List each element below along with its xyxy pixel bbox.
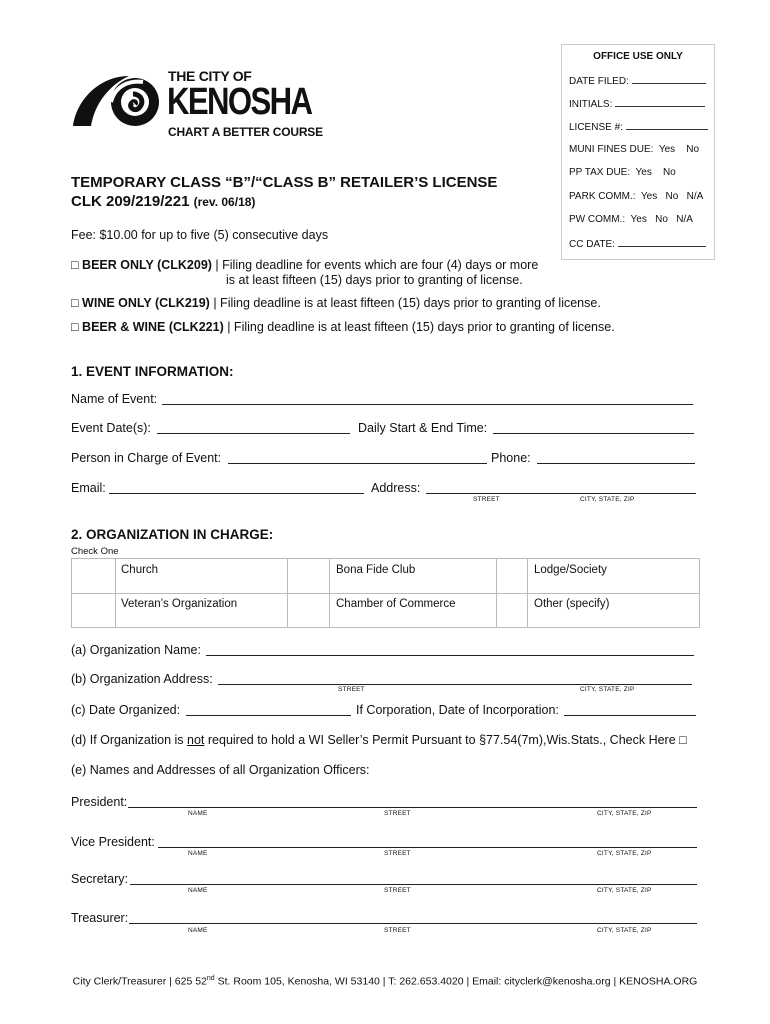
beer-wine-label: BEER & WINE (CLK221) (82, 320, 224, 334)
park-comm-options[interactable]: Yes No N/A (640, 191, 704, 202)
org-name-label: (a) Organization Name: (71, 643, 201, 657)
muni-fines-row (569, 144, 699, 155)
pw-comm-options[interactable]: Yes No N/A (630, 214, 693, 225)
date-filed-row (569, 74, 706, 87)
vice-president-label: Vice President: (71, 835, 155, 849)
option-beer-only (71, 258, 538, 272)
cc-date-row (569, 237, 706, 250)
address-label: Address: (371, 481, 421, 495)
person-in-charge-field[interactable] (228, 463, 487, 464)
lodge-society-checkbox[interactable] (496, 559, 527, 593)
incorporation-date-field[interactable] (564, 715, 696, 716)
sellers-permit-line (71, 733, 687, 747)
footer-sup: nd (206, 975, 215, 982)
beer-only-text2: is at least fifteen (15) days prior to granting of license. (226, 273, 523, 287)
beer-only-text: | Filing deadline for events which are four (4) days or more (211, 258, 539, 272)
sellers-permit-not: not (187, 733, 205, 747)
cc-date-label: CC DATE: (569, 239, 615, 250)
org-address-label: (b) Organization Address: (71, 672, 213, 686)
phone-label: Phone: (491, 451, 531, 465)
veterans-org-checkbox[interactable] (72, 593, 115, 627)
kenosha-logo-icon (71, 72, 167, 128)
date-organized-field[interactable] (186, 715, 351, 716)
church-checkbox[interactable] (72, 559, 115, 593)
president-label: President: (71, 795, 128, 809)
cc-date-field[interactable] (618, 237, 706, 247)
beer-only-checkbox[interactable]: □ (71, 258, 79, 272)
org-type-chamber: Chamber of Commerce (336, 598, 456, 610)
footer-contact (0, 975, 770, 988)
email-field[interactable] (109, 493, 364, 494)
check-one-label: Check One (71, 546, 119, 557)
bona-fide-club-checkbox[interactable] (287, 559, 329, 593)
fee-text: Fee: $10.00 for up to five (5) consecutive days (71, 228, 329, 242)
other-checkbox[interactable] (496, 593, 527, 627)
org-street-caption: STREET (338, 686, 365, 693)
address-street-caption: STREET (473, 496, 500, 503)
vp-name-caption: NAME (188, 850, 208, 857)
secretary-name-caption: NAME (188, 887, 208, 894)
secretary-label: Secretary: (71, 872, 128, 886)
park-comm-label: PARK COMM.: (569, 191, 636, 202)
beer-wine-checkbox[interactable]: □ (71, 320, 79, 334)
date-organized-label: (c) Date Organized: (71, 703, 181, 717)
org-city-caption: CITY, STATE, ZIP (580, 686, 635, 693)
logo-line3: CHART A BETTER COURSE (168, 125, 323, 139)
pp-tax-row (569, 167, 676, 178)
event-dates-label: Event Date(s): (71, 421, 151, 435)
secretary-field[interactable] (130, 884, 697, 885)
wine-only-label: WINE ONLY (CLK219) (82, 296, 210, 310)
sellers-permit-checkbox[interactable]: required to hold a WI Seller’s Permit Pursuant to §77.54(7m),Wis.Stats., Check Here □ (204, 733, 687, 747)
table-divider (72, 593, 699, 594)
name-of-event-label: Name of Event: (71, 392, 158, 406)
wine-only-checkbox[interactable]: □ (71, 296, 79, 310)
president-street-caption: STREET (384, 810, 411, 817)
date-filed-label: DATE FILED: (569, 76, 629, 87)
address-field[interactable] (426, 493, 696, 494)
president-city-caption: CITY, STATE, ZIP (597, 810, 652, 817)
initials-row (569, 97, 705, 110)
person-in-charge-label: Person in Charge of Event: (71, 451, 222, 465)
event-dates-field[interactable] (157, 433, 350, 434)
sellers-permit-text-a: (d) If Organization is (71, 733, 188, 747)
president-field[interactable] (128, 807, 697, 808)
org-type-lodge-society: Lodge/Society (534, 564, 607, 576)
org-name-field[interactable] (206, 655, 694, 656)
chamber-checkbox[interactable] (287, 593, 329, 627)
organization-type-table (71, 558, 700, 628)
treasurer-name-caption: NAME (188, 927, 208, 934)
phone-field[interactable] (537, 463, 695, 464)
org-type-church: Church (121, 564, 159, 576)
secretary-street-caption: STREET (384, 887, 411, 894)
org-type-bona-fide-club: Bona Fide Club (336, 564, 416, 576)
secretary-city-caption: CITY, STATE, ZIP (597, 887, 652, 894)
form-rev: (rev. 06/18) (193, 195, 256, 209)
email-label: Email: (71, 481, 106, 495)
form-title: TEMPORARY CLASS “B”/“CLASS B” RETAILER’S LICENSE (71, 174, 498, 191)
form-code-line (71, 193, 255, 210)
pp-tax-options[interactable]: Yes No (635, 167, 676, 178)
initials-field[interactable] (615, 97, 705, 107)
license-field[interactable] (626, 120, 708, 130)
vp-street-caption: STREET (384, 850, 411, 857)
vp-city-caption: CITY, STATE, ZIP (597, 850, 652, 857)
wine-only-text: | Filing deadline is at least fifteen (15) days prior to granting of license. (209, 296, 601, 310)
footer-text-b: St. Room 105, Kenosha, WI 53140 | T: 262.653.4020 | Email: cityclerk@kenosha.org | KENOSHA.ORG (214, 975, 698, 988)
treasurer-field[interactable] (129, 923, 697, 924)
muni-fines-options[interactable]: Yes No (658, 144, 700, 155)
treasurer-label: Treasurer: (71, 911, 129, 925)
daily-time-field[interactable] (493, 433, 694, 434)
org-type-other: Other (specify) (534, 598, 610, 610)
section2-title: 2. ORGANIZATION IN CHARGE: (71, 527, 274, 542)
park-comm-row (569, 191, 703, 202)
address-city-caption: CITY, STATE, ZIP (580, 496, 635, 503)
org-type-veterans: Veteran’s Organization (121, 598, 238, 610)
license-label: LICENSE #: (569, 122, 623, 133)
treasurer-street-caption: STREET (384, 927, 411, 934)
office-use-title: OFFICE USE ONLY (593, 51, 683, 62)
date-filed-field[interactable] (632, 74, 706, 84)
pw-comm-row (569, 214, 693, 225)
logo-line1: THE CITY OF (168, 68, 252, 84)
pw-comm-label: PW COMM.: (569, 214, 626, 225)
org-address-field[interactable] (218, 684, 692, 685)
incorporation-date-label: If Corporation, Date of Incorporation: (356, 703, 559, 717)
pp-tax-label: PP TAX DUE: (569, 167, 631, 178)
vice-president-field[interactable] (158, 847, 697, 848)
officers-heading: (e) Names and Addresses of all Organization Officers: (71, 763, 370, 777)
logo-line2: KENOSHA (167, 81, 312, 123)
name-of-event-field[interactable] (162, 404, 693, 405)
muni-fines-label: MUNI FINES DUE: (569, 144, 654, 155)
section1-title: 1. EVENT INFORMATION: (71, 364, 234, 379)
license-row (569, 120, 708, 133)
form-code: CLK 209/219/221 (71, 193, 190, 210)
option-wine-only (71, 296, 601, 310)
initials-label: INITIALS: (569, 99, 613, 110)
treasurer-city-caption: CITY, STATE, ZIP (597, 927, 652, 934)
president-name-caption: NAME (188, 810, 208, 817)
beer-wine-text: | Filing deadline is at least fifteen (15) days prior to granting of license. (223, 320, 615, 334)
footer-text-a: City Clerk/Treasurer | 625 52 (72, 975, 207, 988)
beer-only-label: BEER ONLY (CLK209) (82, 258, 212, 272)
office-use-box (561, 44, 715, 260)
option-beer-wine (71, 320, 615, 334)
daily-time-label: Daily Start & End Time: (358, 421, 488, 435)
